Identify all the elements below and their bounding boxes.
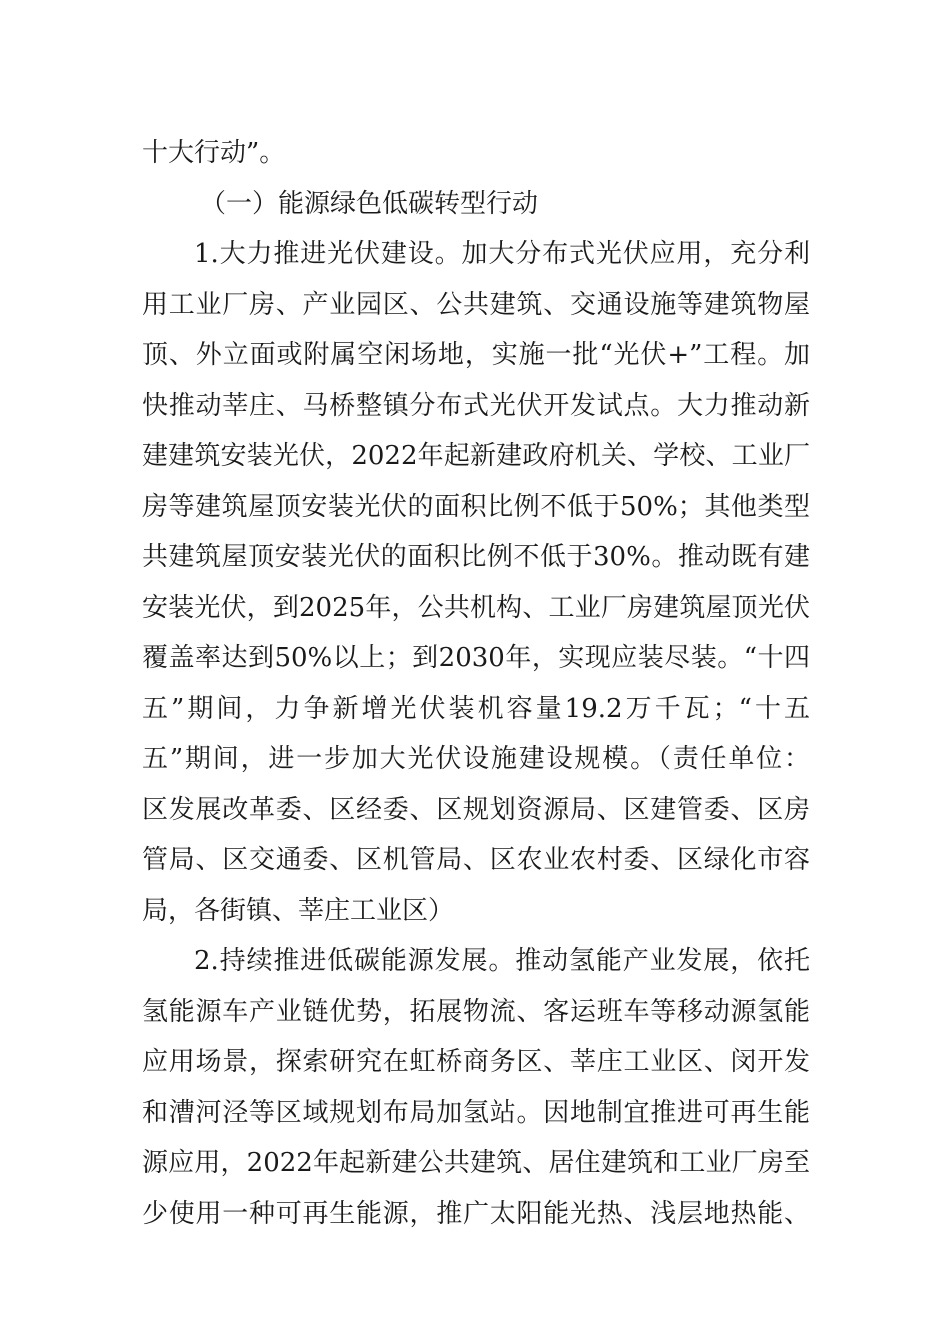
text-line: 房等建筑屋顶安装光伏的面积比例不低于50%；其他类型 <box>142 491 810 522</box>
text-line: 局，各街镇、莘庄工业区） <box>142 895 455 926</box>
text-line: 覆盖率达到50%以上；到2030年，实现应装尽装。“十四 <box>142 643 810 673</box>
text-line: 氢能源车产业链优势，拓展物流、客运班车等移动源氢能 <box>142 996 810 1027</box>
text-line: 应用场景，探索研究在虹桥商务区、莘庄工业区、闵开发 <box>142 1047 810 1077</box>
text-line: 用工业厂房、产业园区、公共建筑、交通设施等建筑物屋 <box>142 289 810 320</box>
text-line: 和漕河泾等区域规划布局加氢站。因地制宜推进可再生能 <box>142 1097 810 1128</box>
text-line: 安装光伏，到2025年，公共机构、工业厂房建筑屋顶光伏 <box>142 592 810 623</box>
text-line: 顶、外立面或附属空闲场地，实施一批“光伏+”工程。加 <box>142 340 810 370</box>
text-line: 五”期间，进一步加大光伏设施建设规模。（责任单位： <box>142 744 810 774</box>
text-line: 五”期间，力争新增光伏装机容量19.2万千瓦；“十五 <box>142 693 810 724</box>
text-line: 源应用，2022年起新建公共建筑、居住建筑和工业厂房至 <box>142 1148 810 1178</box>
text-line: 少使用一种可再生能源，推广太阳能光热、浅层地热能、 <box>142 1198 810 1229</box>
document-body <box>142 128 810 1239</box>
text-line: 2.持续推进低碳能源发展。推动氢能产业发展，依托 <box>194 946 810 976</box>
text-line: 建建筑安装光伏，2022年起新建政府机关、学校、工业厂 <box>142 441 810 471</box>
text-line: 1.大力推进光伏建设。加大分布式光伏应用，充分利 <box>194 239 810 269</box>
text-line: 管局、区交通委、区机管局、区农业农村委、区绿化市容 <box>142 845 810 875</box>
text-line: 十大行动”。 <box>142 138 286 168</box>
text-line: 共建筑屋顶安装光伏的面积比例不低于30%。推动既有建 <box>142 542 810 572</box>
text-line: （一）能源绿色低碳转型行动 <box>200 188 539 219</box>
text-line: 区发展改革委、区经委、区规划资源局、区建管委、区房 <box>142 794 810 825</box>
text-line: 快推动莘庄、马桥整镇分布式光伏开发试点。大力推动新 <box>142 390 810 421</box>
